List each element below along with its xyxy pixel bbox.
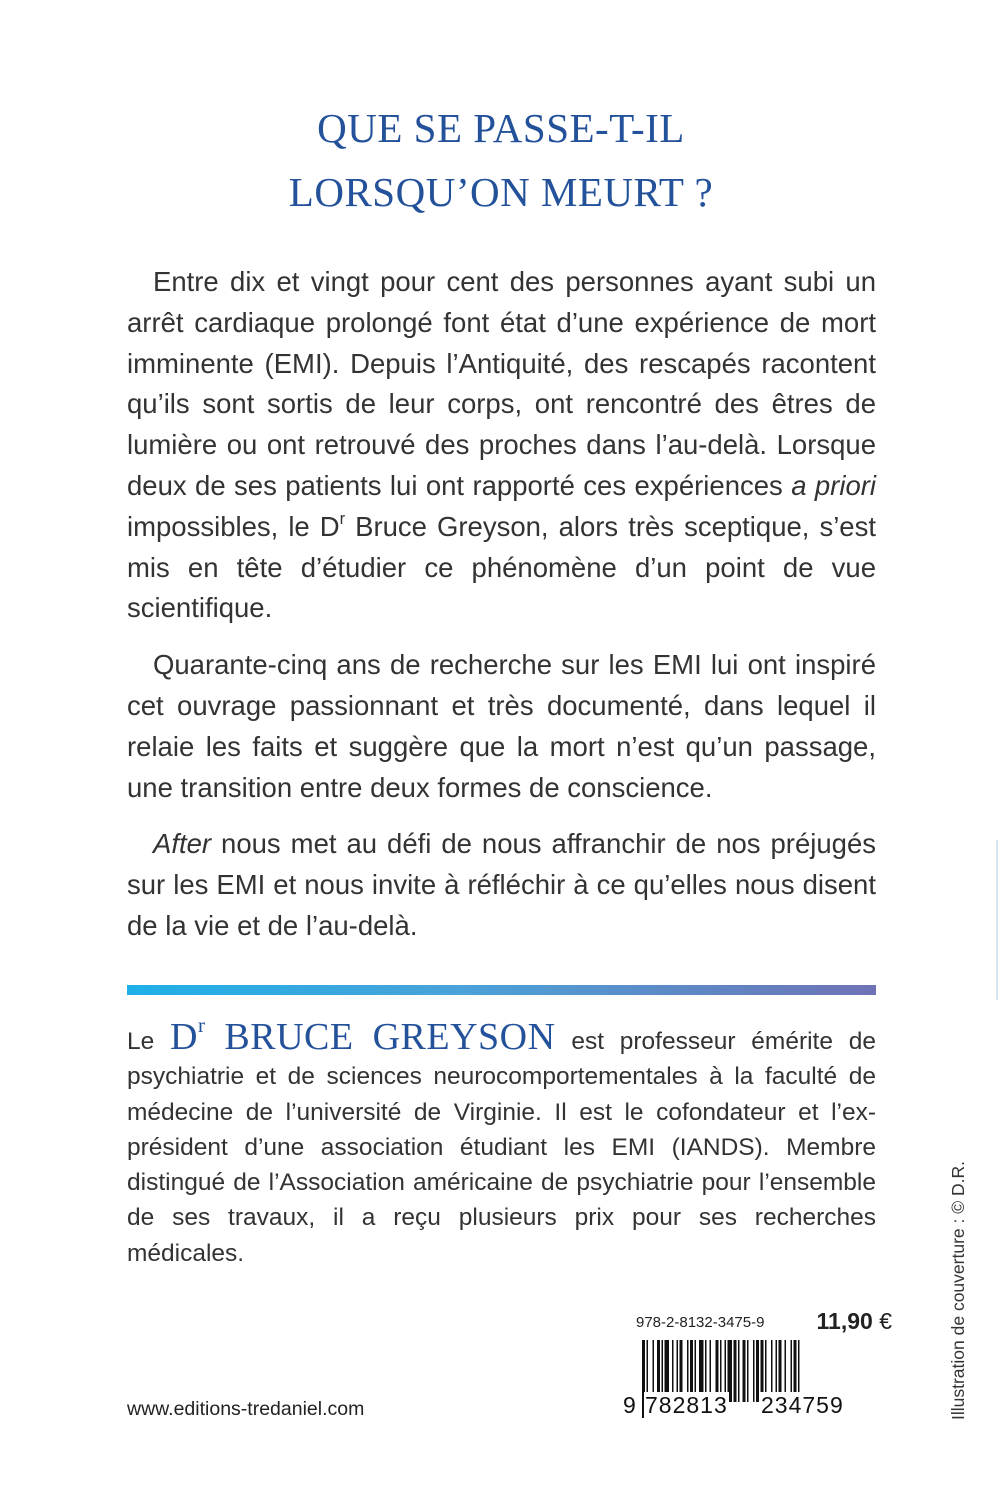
blurb-p3-text: nous met au défi de nous affranchir de nos préjugés sur les EMI et nous invite à réfléchir à ce qu’elles nous disent de la vie et de l’au-delà.	[127, 828, 876, 941]
barcode-digit-group-2: 234759	[761, 1392, 844, 1418]
book-title	[0, 96, 1002, 224]
title-line-1: QUE SE PASSE-T-IL	[317, 105, 685, 151]
blurb-paragraph-2: Quarante-cinq ans de recherche sur les EMI lui ont inspiré cet ouvrage passionnant et très documenté, dans lequel il relaie les faits et suggère que la mort n’est qu’un passage, une transition entre deux formes de conscience.	[127, 649, 876, 803]
isbn-number: 978-2-8132-3475-9	[636, 1314, 765, 1331]
price-currency: €	[879, 1308, 892, 1334]
blurb-p1-italic: a priori	[791, 469, 877, 501]
title-line-2: LORSQU’ON MEURT ?	[288, 169, 714, 215]
blurb-p1-sup: r	[339, 509, 346, 528]
blurb-p1-text-a: Entre dix et vingt pour cent des personnes ayant subi un arrêt cardiaque prolongé font état d’une expérience de mort imminente (EMI). Depuis l’Antiquité, des rescapés racontent qu’ils sont sortis de leur corps, ont rencontré des êtres de lumière ou ont retrouvé des proches dans l’au-delà. Lorsque deux de ses patients lui ont rapporté ces expériences	[127, 266, 876, 501]
author-name-rest: BRUCE GREYSON	[205, 1016, 556, 1058]
price	[817, 1308, 892, 1335]
page-edge-line	[996, 840, 998, 1000]
publisher-website: www.editions-tredaniel.com	[127, 1398, 365, 1420]
price-amount: 11,90	[816, 1308, 873, 1334]
blurb-p1-text-b: impossibles, le D	[127, 510, 340, 542]
blurb-paragraph-3	[127, 824, 876, 946]
isbn-price-line	[636, 1308, 892, 1336]
blurb	[127, 262, 876, 963]
author-name-d: D	[170, 1016, 198, 1058]
author-bio	[127, 1013, 877, 1271]
bio-prefix: Le	[127, 1028, 171, 1055]
cover-credit: Illustration de couverture : © D.R.	[948, 1161, 968, 1420]
blurb-paragraph-1	[127, 262, 876, 629]
gradient-divider	[127, 985, 876, 995]
barcode-digit-first: 9	[623, 1392, 637, 1418]
blurb-p1-text-c: Bruce Greyson, alors très sceptique, s’est mis en tête d’étudier ce phénomène d’un point de vue scientifique.	[127, 510, 876, 624]
author-name	[170, 1013, 556, 1058]
blurb-p3-italic: After	[153, 828, 212, 860]
bio-text: est professeur émérite de psychiatrie et de sciences neurocomportementales à la faculté de médecine de l’université de Virginie. Il est le cofondateur et l’ex-président d’une association étudiant les EMI (IANDS). Membre distingué de l’Association américaine de psychiatrie pour l’ensemble de ses travaux, il a reçu plusieurs prix pour ses recherches médicales.	[127, 1028, 877, 1267]
author-name-sup: r	[197, 1013, 206, 1038]
barcode-digit-group-1: 782813	[645, 1392, 728, 1418]
